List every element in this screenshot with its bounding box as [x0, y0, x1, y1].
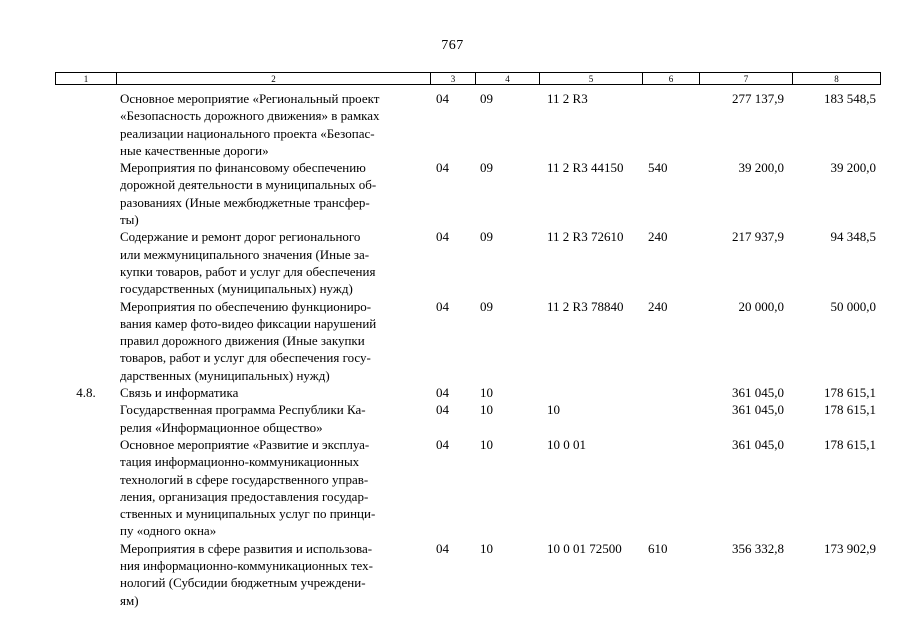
expense-type-cell: 240: [648, 298, 668, 314]
target-article-cell: 11 2 R3 44150: [547, 160, 624, 176]
row-name-cell: [120, 228, 375, 297]
row-name-cell: [120, 90, 380, 159]
amount-col8-cell: 178 615,1: [824, 385, 876, 401]
amount-col8-cell: 173 902,9: [824, 540, 876, 556]
column-header: 5: [540, 73, 643, 85]
row-name-cell: [120, 401, 366, 436]
column-header-row: [55, 72, 881, 85]
row-name-line: реализации национального проекта «Безопас-: [120, 125, 375, 141]
section-code-cell: 04: [436, 402, 449, 418]
expense-type-cell: 540: [648, 160, 668, 176]
expense-type-cell: 240: [648, 229, 668, 245]
amount-col8-cell: 94 348,5: [830, 229, 876, 245]
row-name-line: технологий в сфере государственного управ-: [120, 471, 369, 487]
amount-col8-cell: 39 200,0: [830, 160, 876, 176]
target-article-cell: 11 2 R3: [547, 91, 588, 106]
amount-col8-cell: 178 615,1: [824, 402, 876, 418]
row-number-cell: 4.8.: [76, 385, 96, 401]
amount-col7-cell: 39 200,0: [738, 160, 784, 176]
row-name-line: Основное мероприятие «Региональный проект: [120, 91, 380, 106]
row-name-line: Содержание и ремонт дорог регионального: [120, 229, 361, 245]
target-article-cell: 10 0 01 72500: [547, 540, 622, 556]
row-name-line: Мероприятия по финансовому обеспечению: [120, 160, 366, 176]
subsection-code-cell: 09: [480, 229, 493, 245]
column-header: 7: [700, 73, 793, 85]
row-name-line: товаров, работ и услуг для обеспечения госу-: [120, 350, 371, 366]
row-name-line: «Безопасность дорожного движения» в рамках: [120, 108, 380, 124]
target-article-cell: 10 0 01: [547, 437, 586, 452]
row-name-line: государственных (муниципальных) нужд): [120, 281, 353, 297]
subsection-code-cell: 09: [480, 160, 493, 176]
row-name-line: разованиях (Иные межбюджетные трансфер-: [120, 194, 370, 210]
section-code-cell: 04: [436, 385, 449, 401]
row-name-line: правил дорожного движения (Иные закупки: [120, 333, 365, 349]
amount-col8-cell: 178 615,1: [824, 437, 876, 452]
section-code-cell: 04: [436, 540, 449, 556]
row-name-line: релия «Информационное общество»: [120, 419, 323, 435]
target-article-cell: 11 2 R3 78840: [547, 298, 624, 314]
row-name-line: ственных и муниципальных услуг по принци-: [120, 506, 376, 522]
row-name-line: дарственных (муниципальных) нужд): [120, 367, 330, 383]
row-name-line: купки товаров, работ и услуг для обеспечения: [120, 263, 376, 279]
subsection-code-cell: 09: [480, 298, 493, 314]
row-name-line: ления, организация предоставления государ-: [120, 488, 369, 504]
expense-type-cell: 610: [648, 540, 668, 556]
row-name-line: тация информационно-коммуникационных: [120, 454, 360, 470]
row-name-line: Мероприятия в сфере развития и использова-: [120, 540, 373, 556]
row-name-line: ты): [120, 212, 139, 228]
column-header: 3: [431, 73, 476, 85]
subsection-code-cell: 10: [480, 402, 493, 418]
page-number: 767: [441, 38, 464, 53]
section-code-cell: 04: [436, 437, 449, 452]
row-name-cell: [120, 436, 375, 540]
row-name-line: ные качественные дороги»: [120, 142, 269, 158]
amount-col7-cell: 356 332,8: [732, 540, 784, 556]
row-name-line: или межмуниципального значения (Иные за-: [120, 246, 370, 262]
row-name-line: вания камер фото-видео фиксации нарушений: [120, 315, 377, 331]
row-name-line: Связь и информатика: [120, 385, 239, 401]
column-header: 2: [117, 73, 431, 85]
row-name-line: ям): [120, 592, 139, 608]
row-name-cell: [120, 298, 376, 384]
column-header: 4: [476, 73, 540, 85]
column-header: 6: [643, 73, 700, 85]
column-header: 1: [56, 73, 117, 85]
amount-col7-cell: 277 137,9: [732, 91, 784, 106]
subsection-code-cell: 10: [480, 540, 493, 556]
amount-col7-cell: 217 937,9: [732, 229, 784, 245]
row-name-line: Государственная программа Республики Ка-: [120, 402, 366, 418]
row-name-cell: [120, 384, 238, 401]
row-name-cell: [120, 540, 373, 609]
row-name-line: Основное мероприятие «Развитие и эксплуа-: [120, 437, 370, 452]
row-name-line: нологий (Субсидии бюджетным учреждени-: [120, 575, 366, 591]
amount-col7-cell: 361 045,0: [732, 402, 784, 418]
row-name-line: ния информационно-коммуникационных тех-: [120, 558, 373, 574]
target-article-cell: 10: [547, 402, 560, 418]
subsection-code-cell: 10: [480, 385, 493, 401]
amount-col7-cell: 361 045,0: [732, 437, 784, 452]
row-name-line: пу «одного окна»: [120, 523, 217, 539]
amount-col8-cell: 183 548,5: [824, 91, 876, 106]
section-code-cell: 04: [436, 298, 449, 314]
amount-col7-cell: 361 045,0: [732, 385, 784, 401]
subsection-code-cell: 09: [480, 91, 493, 106]
row-name-line: Мероприятия по обеспечению функциониро-: [120, 298, 372, 314]
section-code-cell: 04: [436, 160, 449, 176]
row-name-cell: [120, 159, 376, 228]
amount-col8-cell: 50 000,0: [830, 298, 876, 314]
section-code-cell: 04: [436, 229, 449, 245]
amount-col7-cell: 20 000,0: [738, 298, 784, 314]
subsection-code-cell: 10: [480, 437, 493, 452]
column-header: 8: [793, 73, 881, 85]
target-article-cell: 11 2 R3 72610: [547, 229, 624, 245]
row-name-line: дорожной деятельности в муниципальных об-: [120, 177, 377, 193]
section-code-cell: 04: [436, 91, 449, 106]
